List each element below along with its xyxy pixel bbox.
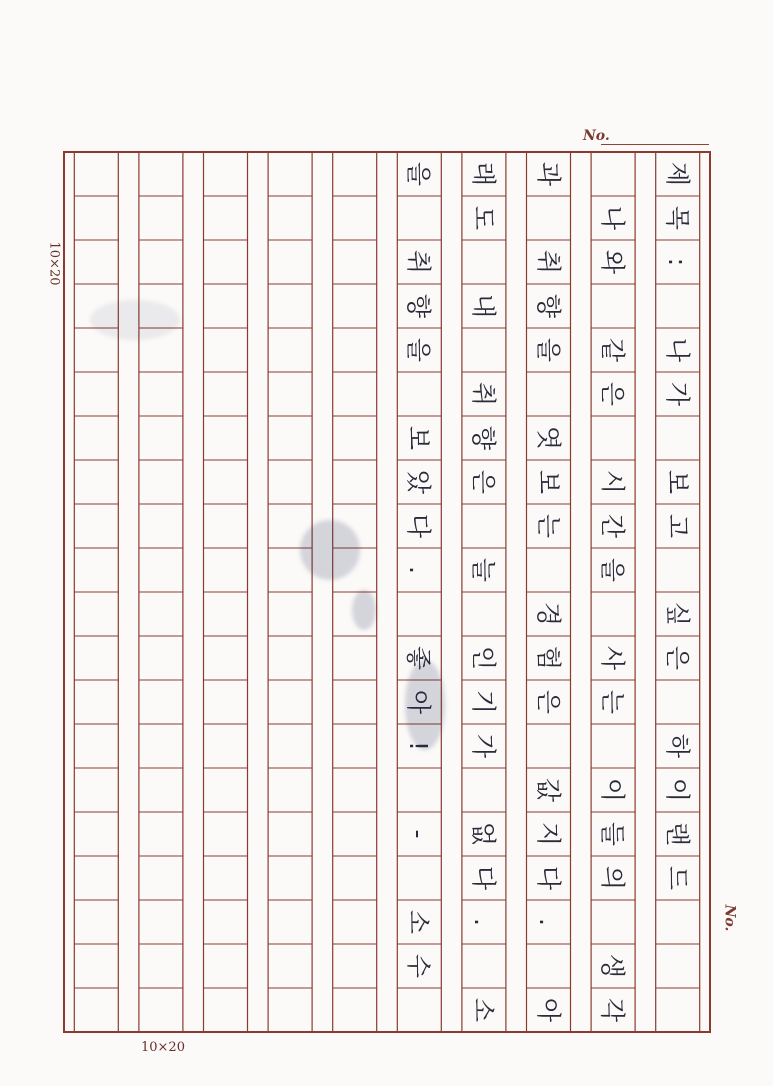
manuscript-char: 아 (404, 689, 434, 715)
manuscript-char: 경 (534, 601, 563, 627)
manuscript-char: . (469, 918, 499, 926)
manuscript-char: 엿 (534, 425, 563, 451)
ink-smudge (405, 660, 445, 750)
manuscript-char: 아 (534, 997, 563, 1023)
manuscript-char: 와 (598, 249, 628, 275)
manuscript-char: 취 (534, 249, 563, 275)
manuscript-char: 다 (534, 865, 563, 891)
manuscript-char: : (663, 257, 693, 267)
manuscript-char: 은 (534, 689, 563, 715)
manuscript-char: 래 (469, 161, 499, 187)
manuscript-char: 인 (469, 645, 499, 671)
manuscript-char: 랜 (663, 821, 693, 847)
manuscript-char: 값 (534, 777, 563, 803)
manuscript-char: 았 (404, 469, 434, 495)
manuscript-char: 하 (663, 733, 693, 759)
manuscript-char: 드 (663, 865, 693, 891)
manuscript-char: 소 (469, 997, 499, 1023)
manuscript-char: 다 (404, 513, 434, 539)
manuscript-char: 취 (404, 249, 434, 275)
manuscript-char: 사 (598, 645, 628, 671)
manuscript-char: 수 (404, 953, 434, 979)
manuscript-char: 지 (534, 821, 563, 847)
manuscript-char: 나 (598, 205, 628, 231)
manuscript-char: - (404, 829, 434, 839)
manuscript-char: 을 (598, 557, 628, 583)
manuscript-char: 제 (663, 161, 693, 187)
manuscript-char: 도 (469, 205, 499, 231)
manuscript-char: 가 (663, 381, 693, 407)
manuscript-char: 이 (663, 777, 693, 803)
manuscript-char: 각 (598, 997, 628, 1023)
sheet-number-label: No. (583, 128, 610, 144)
grid-size-label-side: 10×20 (46, 241, 62, 286)
manuscript-char: 들 (598, 821, 628, 847)
manuscript-char: 기 (469, 689, 499, 715)
manuscript-char: 는 (598, 689, 628, 715)
manuscript-char: 고 (663, 513, 693, 539)
manuscript-char: ! (404, 740, 434, 752)
manuscript-char: 좋 (404, 645, 434, 671)
manuscript-char: 간 (598, 513, 628, 539)
manuscript-char: 늘 (469, 557, 499, 583)
manuscript-char: 과 (534, 161, 563, 187)
manuscript-char: 은 (663, 645, 693, 671)
manuscript-char: 은 (469, 469, 499, 495)
manuscript-char: 싶 (663, 601, 693, 627)
manuscript-char: 보 (534, 469, 563, 495)
manuscript-char: 의 (598, 865, 628, 891)
manuscript-char: 은 (598, 381, 628, 407)
ink-smudge (90, 300, 180, 340)
manuscript-char: 향 (534, 293, 563, 319)
manuscript-char: 을 (404, 161, 434, 187)
manuscript-char: 같 (598, 337, 628, 363)
manuscript-char: 생 (598, 953, 628, 979)
manuscript-char: 을 (534, 337, 563, 363)
manuscript-char: 다 (469, 865, 499, 891)
manuscript-char: 가 (469, 733, 499, 759)
manuscript-char: 향 (404, 293, 434, 319)
manuscript-char: 을 (404, 337, 434, 363)
manuscript-char: 시 (598, 469, 628, 495)
manuscript-char: . (404, 566, 434, 574)
manuscript-char: 험 (534, 645, 563, 671)
manuscript-char: 취 (469, 381, 499, 407)
manuscript-char: 보 (404, 425, 434, 451)
manuscript-char: 보 (663, 469, 693, 495)
manuscript-char: 내 (469, 293, 499, 319)
manuscript-char: . (534, 918, 563, 926)
manuscript-char: 는 (534, 513, 563, 539)
manuscript-char: 없 (469, 821, 499, 847)
grid-size-label: 10×20 (141, 1040, 185, 1055)
ink-smudge (300, 520, 360, 580)
manuscript-char: 나 (663, 337, 693, 363)
ink-smudge (352, 590, 376, 630)
sheet-number-label-side: No. (721, 904, 738, 932)
manuscript-char: 향 (469, 425, 499, 451)
manuscript-char: 목 (663, 205, 693, 231)
manuscript-char: 이 (598, 777, 628, 803)
manuscript-char: 소 (404, 909, 434, 935)
